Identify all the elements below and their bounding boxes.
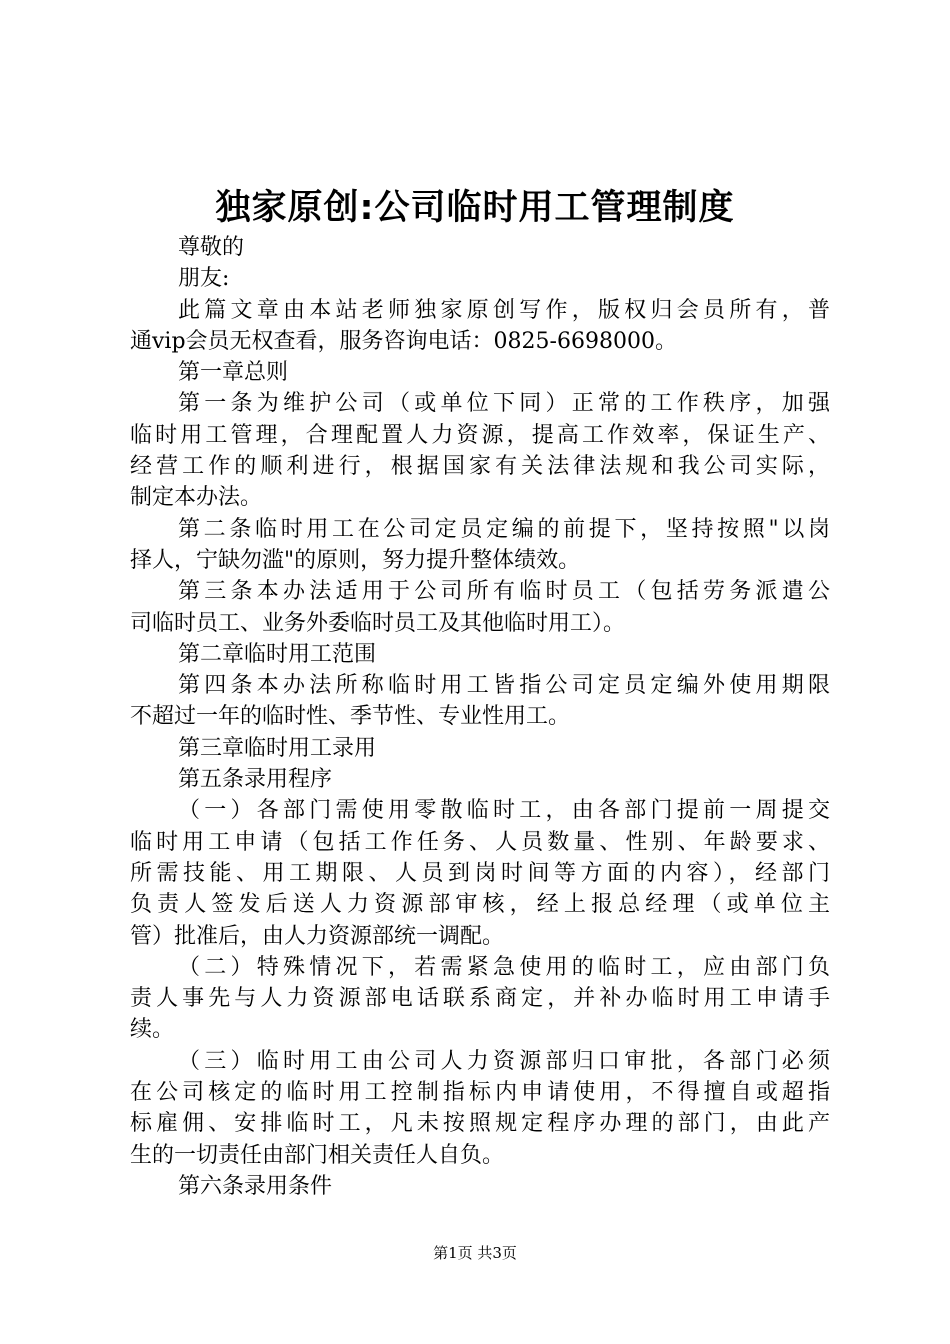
paragraph-line: 标雇佣、安排临时工，凡未按照规定程序办理的部门，由此产 (130, 1111, 830, 1137)
paragraph-line: （三）临时用工由公司人力资源部归口审批，各部门必须 (178, 1048, 830, 1074)
paragraph-line: 尊敬的 (178, 235, 245, 260)
paragraph-line: 临时用工管理，合理配置人力资源，提高工作效率，保证生产、 (130, 422, 830, 448)
paragraph-line: 经营工作的顺利进行，根据国家有关法律法规和我公司实际， (130, 454, 830, 480)
paragraph-line: 第五条录用程序 (178, 767, 333, 793)
document-title: 独家原创:公司临时用工管理制度 (215, 188, 735, 228)
document-body (130, 232, 830, 1202)
paragraph-line: 第二章临时用工范围 (178, 641, 377, 667)
paragraph-line: 司临时员工、业务外委临时员工及其他临时用工）。 (130, 610, 626, 636)
paragraph-line: 第三条本办法适用于公司所有临时员工（包括劳务派遣公 (178, 579, 830, 605)
paragraph-line: 通vip会员无权查看，服务咨询电话：0825-6698000。 (130, 328, 677, 354)
paragraph-line: 第一条为维护公司（或单位下同）正常的工作秩序，加强 (178, 391, 830, 417)
paragraph-line: （二）特殊情况下，若需紧急使用的临时工，应由部门负 (178, 954, 830, 980)
page-footer: 第1页 共3页 (433, 1244, 517, 1262)
paragraph-line: 负责人签发后送人力资源部审核，经上报总经理（或单位主 (130, 892, 830, 918)
paragraph-line: 第六条录用条件 (178, 1173, 333, 1199)
paragraph-line: 管）批准后，由人力资源部统一调配。 (130, 923, 505, 949)
paragraph-line: 在公司核定的临时用工控制指标内申请使用，不得擅自或超指 (130, 1080, 830, 1106)
paragraph-line: 临时用工申请（包括工作任务、人员数量、性别、年龄要求、 (130, 829, 830, 855)
paragraph-line: 朋友: (178, 266, 230, 292)
paragraph-line: 择人，宁缺勿滥"的原则，努力提升整体绩效。 (130, 547, 581, 573)
paragraph-line: 制定本办法。 (130, 485, 263, 511)
paragraph-line: 续。 (130, 1017, 175, 1043)
paragraph-line: 所需技能、用工期限、人员到岗时间等方面的内容），经部门 (130, 860, 830, 886)
paragraph-line: 第四条本办法所称临时用工皆指公司定员定编外使用期限 (178, 673, 830, 699)
paragraph-line: （一）各部门需使用零散临时工，由各部门提前一周提交 (178, 798, 830, 824)
paragraph-line: 责人事先与人力资源部电话联系商定，并补办临时用工申请手 (130, 986, 830, 1012)
paragraph-line: 生的一切责任由部门相关责任人自负。 (130, 1142, 505, 1168)
paragraph-line: 不超过一年的临时性、季节性、专业性用工。 (130, 704, 571, 730)
paragraph-line: 此篇文章由本站老师独家原创写作，版权归会员所有，普 (178, 297, 830, 323)
paragraph-line: 第一章总则 (178, 360, 289, 386)
paragraph-line: 第三章临时用工录用 (178, 735, 377, 761)
paragraph-line: 第二条临时用工在公司定员定编的前提下，坚持按照"以岗 (178, 516, 830, 542)
